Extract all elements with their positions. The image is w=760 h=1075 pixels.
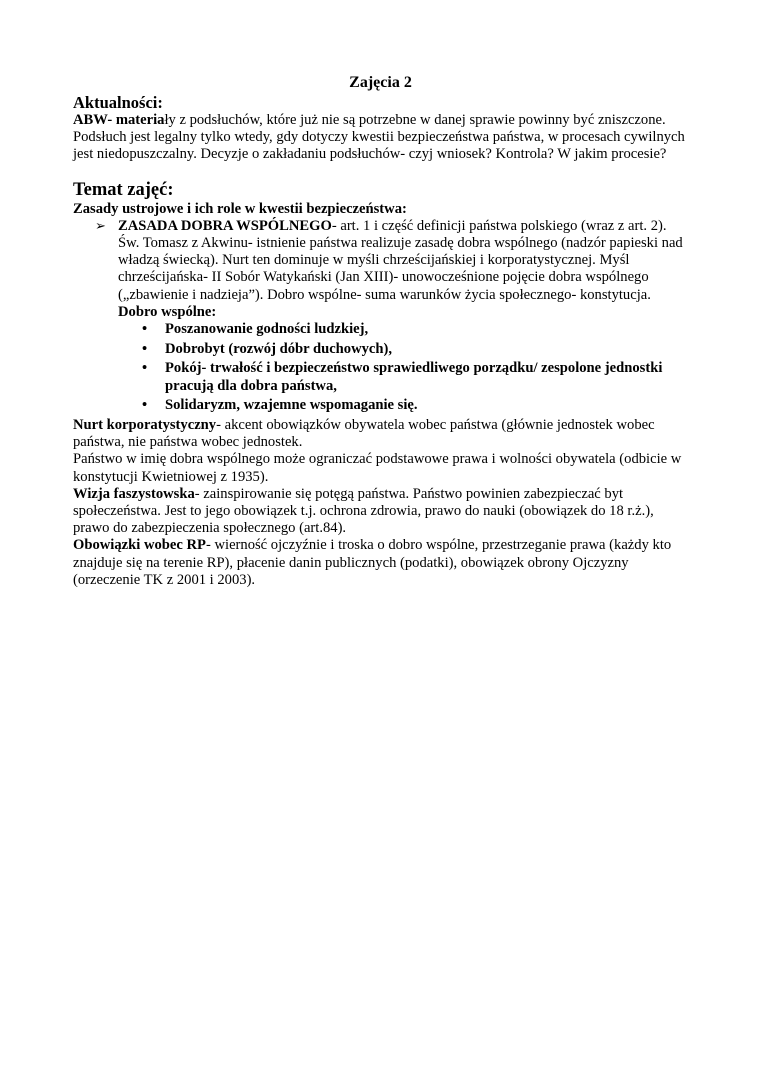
bullet-icon: • <box>142 321 148 338</box>
document-title: Zajęcia 2 <box>349 74 412 91</box>
corporatist-text: - akcent obowiązków obywatela wobec państwa (głównie jednostek wobec państwa, nie państwa wobec jednostek. <box>73 417 655 451</box>
news-heading: Aktualności: <box>73 93 163 112</box>
news-paragraph <box>73 112 688 164</box>
principle-title: ZASADA DOBRA WSPÓLNEGO <box>118 217 332 234</box>
topic-subheading: Zasady ustrojowe i ich role w kwestii bezpieczeństwa: <box>73 200 407 217</box>
principle-text: - art. 1 i część definicji państwa polskiego (wraz z art. 2). <box>331 217 667 234</box>
document-page <box>73 72 688 589</box>
duties-text: - wierność ojczyźnie i troska o dobro wspólne, przestrzeganie prawa (każdy kto znajduje się na terenie RP), płacenie danin publicznych (podatki), obowiązek obrony Ojczyzny (orzeczenie TK z 2001 i 2003). <box>73 537 672 588</box>
fascist-text: - zainspirowanie się potęgą państwa. Państwo powinien zabezpieczać byt społeczeństwa. Jest to jego obowiązek t.j. ochrona zdrowia, prawo do nauki (obowiązek do 18 r.ż.), prawo do zabezpieczenia społecznego (art.84). <box>73 485 654 537</box>
corporatist-paragraph <box>73 417 688 451</box>
bullet-icon: • <box>142 360 148 377</box>
news-lead-text: ły z podsłuchów, które już nie są potrzebne w danej sprawie powinny być zniszczone. Podsłuch jest legalny tylko wtedy, gdy dotyczy kwestii bezpieczeństwa państwa, w procesach cywilnych jest niedopuszczalny. Decyzje o zakładaniu podsłuchów- czyj wniosek? Kontrola? W jakim procesie? <box>73 112 685 163</box>
bullet-icon: • <box>142 397 148 414</box>
principle-item <box>73 218 688 235</box>
common-good-list <box>73 321 688 415</box>
state-limits-paragraph: Państwo w imię dobra wspólnego może ograniczać podstawowe prawa i wolności obywatela (odbicie w konstytucji Kwietniowej z 1935). <box>73 451 682 485</box>
list-item-text: Dobrobyt (rozwój dóbr duchowych), <box>165 340 393 357</box>
list-item-text: Poszanowanie godności ludzkiej, <box>165 321 369 338</box>
list-item <box>142 397 688 414</box>
duties-paragraph <box>73 537 688 589</box>
bullet-icon: • <box>142 340 148 357</box>
corporatist-term: Nurt korporatystyczny <box>73 417 217 434</box>
duties-term: Obowiązki wobec RP <box>73 537 206 554</box>
aquinas-paragraph: Św. Tomasz z Akwinu- istnienie państwa realizuje zasadę dobra wspólnego (nadzór papieski nad władzą świecką). Nurt ten dominuje w myśli chrześcijańskiej i korporatystycznej. Myśl chrześcijańska- II Sobór Watykański (Jan XIII)- unowocześnione pojęcie dobra wspólnego („zbawienie i nadzieja”). Dobro wspólne- suma warunków życia społecznego- konstytucja. <box>118 235 683 303</box>
list-item-text: Solidaryzm, wzajemne wspomaganie się. <box>165 397 418 414</box>
list-item <box>142 321 688 338</box>
topic-heading: Temat zajęć: <box>73 179 174 200</box>
arrow-bullet-icon: ➢ <box>95 218 106 234</box>
common-good-heading: Dobro wspólne: <box>118 303 217 320</box>
news-lead-bold: ABW- materia <box>73 112 165 128</box>
list-item-text: Pokój- trwałość i bezpieczeństwo sprawiedliwego porządku/ zespolone jednostki pracują dla dobra państwa, <box>165 360 663 394</box>
list-item <box>142 340 688 358</box>
fascist-paragraph <box>73 486 688 538</box>
list-item <box>142 360 688 394</box>
fascist-term: Wizja faszystowska <box>73 485 195 502</box>
